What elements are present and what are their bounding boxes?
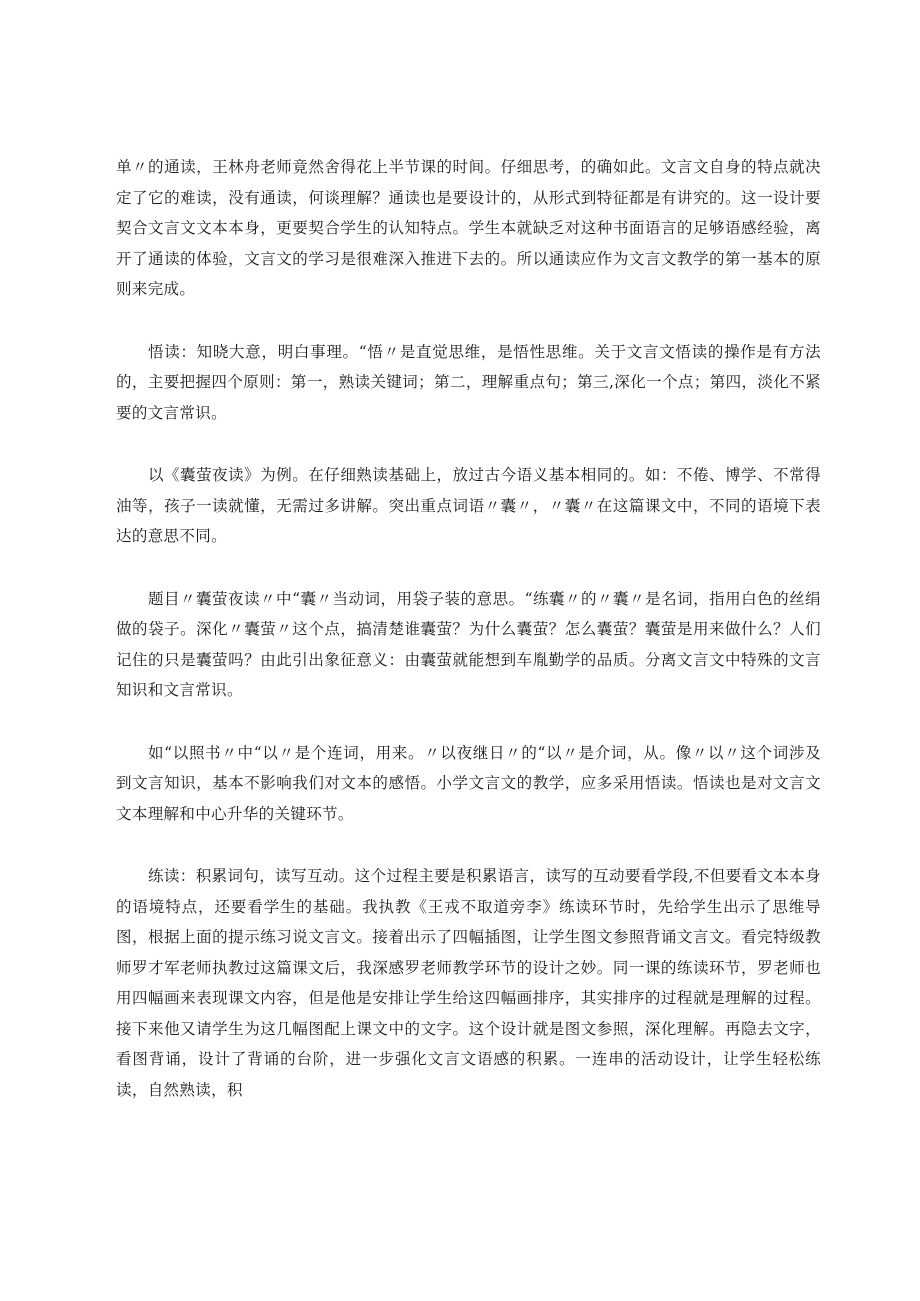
- paragraph-example-nangying: 以《囊萤夜读》为例。在仔细熟读基础上，放过古今语义基本相同的。如：不倦、博学、不常得油等，孩子一读就懂，无需过多讲解。突出重点词语〃囊〃，〃囊〃在这篇课文中，不同的语境下表达的意思不同。: [116, 466, 821, 545]
- paragraph-wudu: 悟读：知晓大意，明白事理。“悟〃是直觉思维，是悟性思维。关于文言文悟读的操作是有方法的，主要把握四个原则：第一，熟读关键词；第二，理解重点句；第三,深化一个点；第四，淡化不紧要的文言常识。: [116, 342, 821, 422]
- paragraph-title-analysis: 题目〃囊萤夜读〃中“囊〃当动词，用袋子装的意思。“练囊〃的〃囊〃是名词，指用白色的丝绢做的袋子。深化〃囊萤〃这个点，搞清楚谁囊萤？为什么囊萤？怎么囊萤？囊萤是用来做什么？人们记住的只是囊萤吗？由此引出象征意义：由囊萤就能想到车胤勤学的品质。分离文言文中特殊的文言知识和文言常识。: [116, 589, 821, 699]
- document-body: [116, 152, 821, 1137]
- paragraph-yi-usage: 如“以照书〃中“以〃是个连词，用来。〃以夜继日〃的“以〃是介词，从。像〃以〃这个词涉及到文言知识，基本不影响我们对文本的感悟。小学文言文的教学，应多采用悟读。悟读也是对文言文文本理解和中心升华的关键环节。: [116, 743, 821, 823]
- paragraph-continuation: 单〃的通读，王林舟老师竟然舍得花上半节课的时间。仔细思考，的确如此。文言文自身的特点就决定了它的难读，没有通读，何谈理解？通读也是要设计的，从形式到特征都是有讲究的。这一设计要契合文言文文本本身，更要契合学生的认知特点。学生本就缺乏对这种书面语言的足够语感经验，离开了通读的体验，文言文的学习是很难深入推进下去的。所以通读应作为文言文教学的第一基本的原则来完成。: [116, 158, 821, 298]
- paragraph-liandu: 练读：积累词句，读写互动。这个过程主要是积累语言，读写的互动要看学段,不但要看文本本身的语境特点，还要看学生的基础。我执教《王戎不取道旁李》练读环节时，先给学生出示了思维导图，根据上面的提示练习说文言文。接着出示了四幅插图，让学生图文参照背诵文言文。看完特级教师罗才军老师执教过这篇课文后，我深感罗老师教学环节的设计之妙。同一课的练读环节，罗老师也用四幅画来表现课文内容，但是他是安排让学生给这四幅画排序，其实排序的过程就是理解的过程。接下来他又请学生为这几幅图配上课文中的文字。这个设计就是图文参照，深化理解。再隐去文字，看图背诵，设计了背诵的台阶，进一步强化文言文语感的积累。一连串的活动设计，让学生轻松练读，自然熟读，积: [116, 867, 821, 1099]
